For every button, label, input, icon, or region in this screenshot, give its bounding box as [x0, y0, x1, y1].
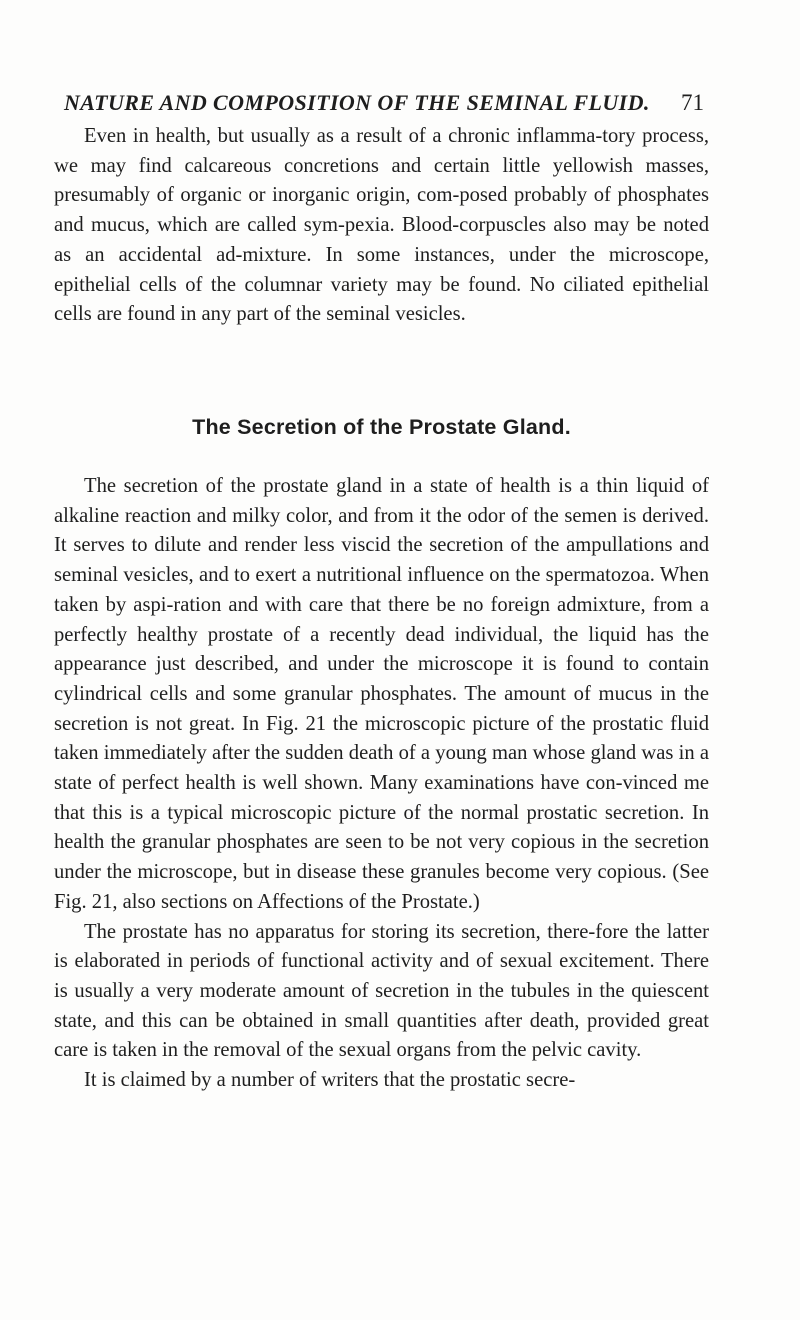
paragraph: The prostate has no apparatus for storing its secretion, there-fore the latter is elaborated in periods of functional activity and of sexual excitement. There is usually a very moderate amount of secretion in the tubules in the quiescent state, and this can be obtained in small quantities after death, provided great care is taken in the removal of the sexual organs from the pelvic cavity. — [54, 920, 709, 1062]
body-text-section — [54, 472, 709, 1096]
paragraph: It is claimed by a number of writers that the prostatic secre- — [84, 1069, 576, 1092]
running-header — [64, 90, 704, 126]
body-text-intro — [54, 122, 709, 330]
section-heading: The Secretion of the Prostate Gland. — [192, 415, 571, 439]
paragraph: Even in health, but usually as a result of a chronic inflamma-tory process, we may find calcareous concretions and certain little yellowish masses, presumably of organic or inorganic origin, com-posed probably of phosphates and mucus, which are called sym-pexia. Blood-corpuscles also may be noted as an accidental ad-mixture. In some instances, under the microscope, epithelial cells of the columnar variety may be found. No ciliated epithelial cells are found in any part of the seminal vesicles. — [54, 125, 709, 326]
paragraph: The secretion of the prostate gland in a state of health is a thin liquid of alkaline reaction and milky color, and from it the odor of the semen is derived. It serves to dilute and render less viscid the secretion of the ampullations and seminal vesicles, and to exert a nutritional influence on the spermatozoa. When taken by aspi-ration and with care that there be no foreign admixture, from a perfectly healthy prostate of a recently dead individual, the liquid has the appearance just described, and under the microscope it is found to contain cylindrical cells and some granular phosphates. The amount of mucus in the secretion is not great. In Fig. 21 the microscopic picture of the prostatic fluid taken immediately after the sudden death of a young man whose gland was in a state of perfect health is well shown. Many examinations have con-vinced me that this is a typical microscopic picture of the normal prostatic secretion. In health the granular phosphates are seen to be not very copious in the secretion under the microscope, but in disease these granules become very copious. (See Fig. 21, also sections on Affections of the Prostate.) — [54, 475, 709, 913]
page-number: 71 — [681, 90, 704, 115]
running-title: NATURE AND COMPOSITION OF THE SEMINAL FLUID. — [64, 90, 650, 115]
